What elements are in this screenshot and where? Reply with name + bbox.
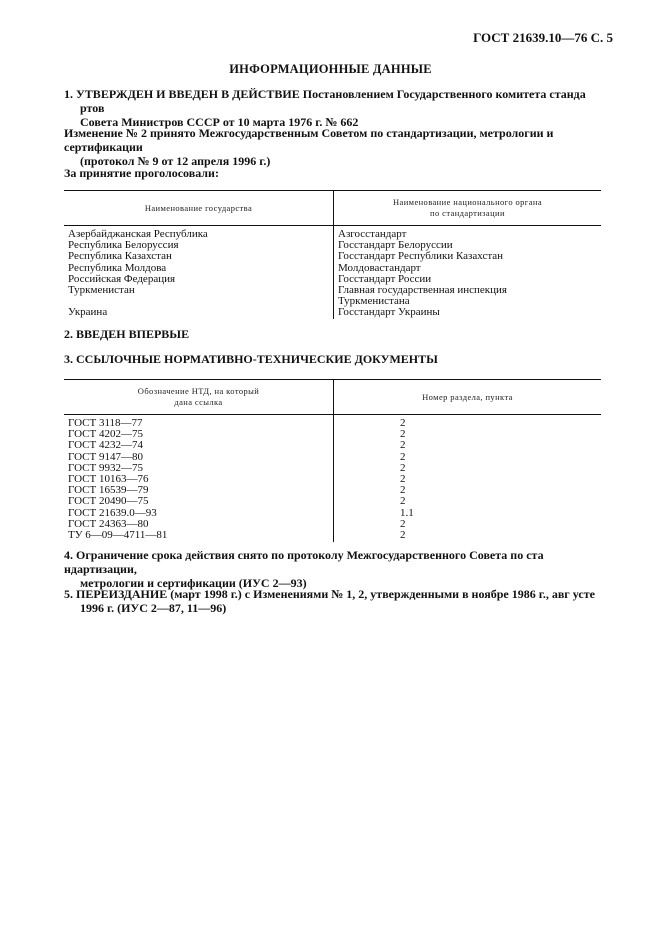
section-1-text-line2: Совета Министров СССР от 10 марта 1976 г. № 662	[80, 115, 359, 129]
ref-doc: ГОСТ 10163—76	[68, 472, 149, 485]
state-name: Республика Белоруссия	[68, 239, 179, 252]
state-name: Республика Казахстан	[68, 250, 172, 263]
ref-doc: ГОСТ 21639.0—93	[68, 506, 157, 519]
voting-table	[64, 190, 601, 319]
section-3-number: 3.	[64, 352, 73, 366]
section-3	[64, 352, 604, 366]
ref-section: 2	[400, 439, 406, 452]
section-5-number: 5.	[64, 587, 73, 601]
refs-sections-cell	[334, 415, 602, 543]
refs-docs-cell	[64, 415, 334, 543]
ref-section: 2	[400, 428, 406, 441]
change-2-line1: Изменение № 2 принято Межгосударственным Советом по стандартизации, метрологии и сертификации	[64, 126, 554, 154]
ref-doc: ГОСТ 4202—75	[68, 428, 143, 441]
section-2	[64, 327, 604, 341]
organ-name: Главная государственная инспекция	[338, 283, 507, 296]
voting-col-organ-header-line1: Наименование национального органа	[393, 197, 542, 207]
refs-col-section-header: Номер раздела, пункта	[334, 380, 602, 415]
change-2	[64, 126, 624, 168]
document-code: ГОСТ 21639.10—76 С. 5	[473, 30, 613, 45]
references-table	[64, 379, 601, 542]
state-name: Азербайджанская Республика	[68, 228, 208, 240]
section-4	[64, 548, 609, 590]
ref-section: 2	[400, 417, 406, 429]
ref-doc: ГОСТ 24363—80	[68, 517, 149, 530]
voting-col-state-header: Наименование государства	[64, 191, 334, 226]
section-4-text-line1: Ограничение срока действия снято по протоколу Межгосударственного Совета по ста ндартизации,	[64, 548, 544, 576]
voting-col-organ-header	[334, 191, 602, 226]
refs-col-doc-header-line1: Обозначение НТД, на который	[137, 386, 260, 396]
ref-section: 2	[400, 528, 406, 541]
section-4-number: 4.	[64, 548, 73, 562]
ref-section: 1.1	[400, 506, 414, 519]
section-1-lead: УТВЕРЖДЕН И ВВЕДЕН В ДЕЙСТВИЕ	[76, 87, 300, 101]
ref-doc: ГОСТ 20490—75	[68, 495, 149, 508]
state-name: Республика Молдова	[68, 261, 167, 274]
ref-doc: ТУ 6—09—4711—81	[68, 528, 168, 541]
ref-doc: ГОСТ 9932—75	[68, 461, 143, 474]
refs-col-doc-header	[64, 380, 334, 415]
section-1	[64, 87, 604, 129]
section-1-number: 1.	[64, 87, 73, 101]
section-1-text-line1: Постановлением Государственного комитета станда ртов	[80, 87, 586, 115]
section-1-line1	[64, 87, 604, 115]
section-5	[64, 587, 609, 615]
section-5-text-line1: ПЕРЕИЗДАНИЕ (март 1998 г.) с Изменениями № 1, 2, утвержденными в ноябре 1986 г., авг усте	[76, 587, 595, 601]
page-title: ИНФОРМАЦИОННЫЕ ДАННЫЕ	[229, 62, 432, 76]
ref-section: 2	[400, 517, 406, 530]
section-3-text: ССЫЛОЧНЫЕ НОРМАТИВНО-ТЕХНИЧЕСКИЕ ДОКУМЕНТЫ	[76, 352, 438, 366]
voted-label: За принятие проголосовали:	[64, 166, 219, 180]
ref-doc: ГОСТ 3118—77	[68, 417, 143, 429]
section-5-line1	[64, 587, 609, 601]
section-5-text-line2: 1996 г. (ИУС 2—87, 11—96)	[80, 601, 227, 615]
organ-name: Госстандарт Республики Казахстан	[338, 250, 504, 263]
organ-name: Госстандарт Белоруссии	[338, 239, 453, 252]
ref-section: 2	[400, 495, 406, 508]
ref-section: 2	[400, 461, 406, 474]
ref-doc: ГОСТ 9147—80	[68, 450, 143, 463]
organ-name: Молдовастандарт	[338, 261, 421, 274]
ref-section: 2	[400, 484, 406, 497]
ref-section: 2	[400, 450, 406, 463]
voting-organs-cell	[334, 226, 602, 319]
organ-name: Азгосстандарт	[338, 228, 407, 240]
ref-doc: ГОСТ 4232—74	[68, 439, 143, 452]
state-name: Туркменистан	[68, 283, 135, 296]
section-2-text: ВВЕДЕН ВПЕРВЫЕ	[76, 327, 190, 341]
state-name: Украина	[68, 306, 108, 319]
voting-states-cell	[64, 226, 334, 319]
section-4-text-line2: метрологии и сертификации (ИУС 2—93)	[80, 576, 307, 590]
voting-col-organ-header-line2: по стандартизации	[430, 208, 505, 218]
section-4-line1	[64, 548, 609, 576]
section-2-number: 2.	[64, 327, 73, 341]
refs-col-doc-header-line2: дана ссылка	[174, 397, 223, 407]
organ-name: Госстандарт Украины	[338, 306, 440, 319]
state-name: Российская Федерация	[68, 272, 176, 285]
change-2-line2: (протокол № 9 от 12 апреля 1996 г.)	[80, 154, 271, 168]
state-name	[68, 296, 333, 307]
organ-name: Госстандарт России	[338, 272, 432, 285]
organ-name: Туркменистана	[338, 295, 410, 308]
ref-section: 2	[400, 472, 406, 485]
ref-doc: ГОСТ 16539—79	[68, 484, 149, 497]
